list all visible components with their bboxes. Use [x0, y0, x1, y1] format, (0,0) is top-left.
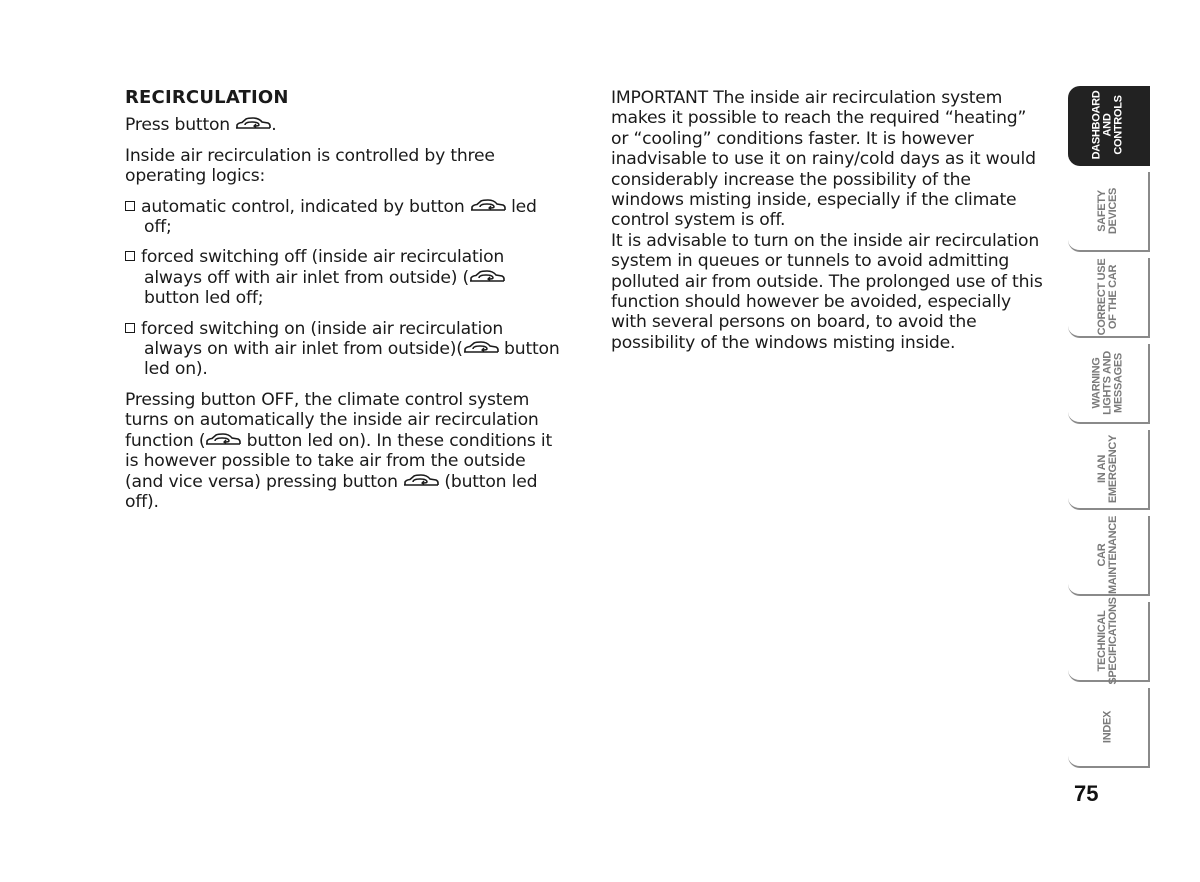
- advisable-paragraph: It is advisable to turn on the inside air recirculation system in queues or tunnels to avoid admitting polluted air from outside. The prolonged use of this function should however be avoided, especially with several persons on board, to avoid the possibility of the windows misting inside.: [611, 230, 1043, 353]
- tab-label: INDEX: [1101, 710, 1114, 744]
- press-button-text: Press button: [125, 115, 230, 136]
- car-recirculation-icon: [470, 199, 506, 213]
- off-button-paragraph: [125, 390, 565, 512]
- checkbox-square-icon: [125, 251, 135, 261]
- bullet-forced-off: [125, 247, 565, 308]
- bullet-1-text: automatic control, indicated by button: [141, 196, 465, 217]
- off-para-text-2: button led on). In these conditions it is however possible to take air from the outside (and vice versa) pressing button: [125, 430, 552, 492]
- tab-label: CORRECT USE OF THE CAR: [1096, 258, 1119, 336]
- off-para-text-3: (button led off).: [125, 471, 538, 512]
- press-button-line: [125, 115, 565, 135]
- bullet-3-suffix: button led on).: [144, 339, 560, 380]
- tab-car-maintenance[interactable]: [1068, 516, 1150, 596]
- section-heading: RECIRCULATION: [125, 87, 289, 108]
- car-recirculation-icon: [235, 117, 271, 131]
- car-recirculation-icon: [205, 433, 241, 447]
- car-recirculation-icon: [463, 341, 499, 355]
- tab-in-an-emergency[interactable]: [1068, 430, 1150, 510]
- tab-dashboard-and-controls[interactable]: [1068, 86, 1150, 166]
- tab-safety-devices[interactable]: [1068, 172, 1150, 252]
- bullet-2-suffix: button led off;: [144, 288, 264, 309]
- tab-warning-lights-and-messages[interactable]: [1068, 344, 1150, 424]
- tab-label: DASHBOARD AND CONTROLS: [1090, 90, 1125, 160]
- right-column: [611, 88, 1046, 353]
- car-recirculation-icon: [403, 474, 439, 488]
- tab-label: WARNING LIGHTS AND MESSAGES: [1090, 351, 1125, 415]
- bullet-3-text: forced switching on (inside air recirculation always on with air inlet from outside)(: [141, 318, 504, 360]
- off-para-text-1: Pressing button OFF, the climate control system turns on automatically the inside air recirculation function (: [125, 389, 539, 451]
- checkbox-square-icon: [125, 323, 135, 333]
- bullet-forced-on: [125, 319, 565, 380]
- left-column: [125, 88, 565, 522]
- car-recirculation-icon: [469, 270, 505, 284]
- tab-label: TECHNICAL SPECIFICATIONS: [1096, 597, 1119, 685]
- press-button-suffix: .: [271, 115, 277, 136]
- tab-index[interactable]: [1068, 688, 1150, 768]
- bullet-2-text: forced switching off (inside air recirculation always off with air inlet from outside) (: [141, 247, 505, 288]
- bullet-1-suffix: led off;: [144, 196, 537, 238]
- bullet-automatic: [125, 197, 565, 238]
- tab-label: CAR MAINTENANCE: [1096, 516, 1119, 594]
- tab-correct-use-of-the-car[interactable]: [1068, 258, 1150, 338]
- checkbox-square-icon: [125, 201, 135, 211]
- intro-paragraph: Inside air recirculation is controlled by three operating logics:: [125, 145, 495, 187]
- tab-technical-specifications[interactable]: [1068, 597, 1150, 685]
- important-paragraph: IMPORTANT The inside air recirculation system makes it possible to reach the required “heating” or “cooling” conditions faster. It is however inadvisable to use it on rainy/cold days as it would considerably increase the possibility of the windows misting inside, especially if the climate control system is off.: [611, 88, 1036, 231]
- tab-label: IN AN EMERGENCY: [1096, 434, 1119, 504]
- page-number: 75: [1074, 781, 1099, 806]
- tab-label: SAFETY DEVICES: [1096, 187, 1119, 235]
